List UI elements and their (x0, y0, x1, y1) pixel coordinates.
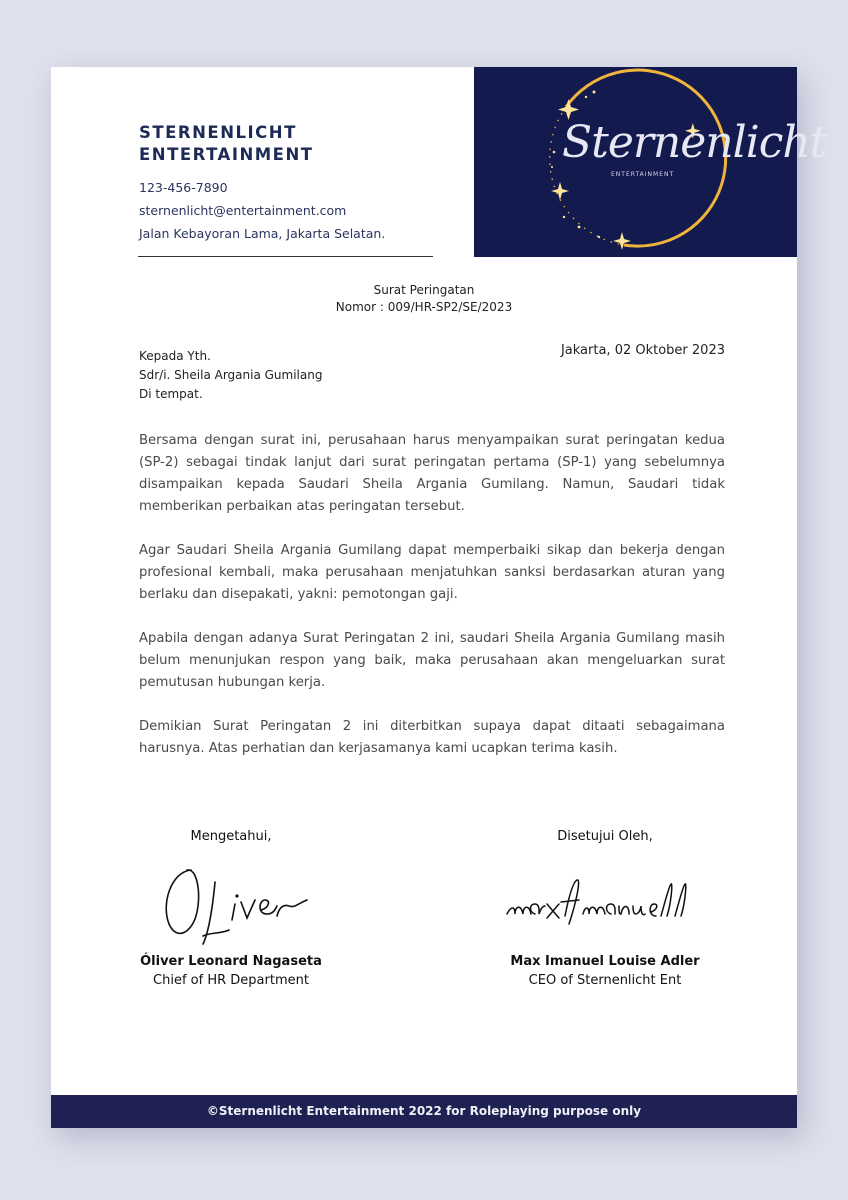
signatory-name-right: Max Imanuel Louise Adler (510, 954, 700, 969)
recipient-location: Di tempat. (139, 387, 203, 401)
company-name-line2: ENTERTAINMENT (139, 145, 314, 164)
letter-date: Jakarta, 02 Oktober 2023 (560, 343, 725, 358)
letter-title-block (51, 282, 797, 316)
letter-page (51, 67, 827, 1128)
signature-block-left (91, 829, 371, 988)
body-paragraph-4: Demikian Surat Peringatan 2 ini diterbitkan supaya dapat ditaati sebagaimana harusnya. Atas perhatian dan kerjasamanya kami ucapkan terima kasih. (139, 719, 725, 756)
street-address: Jalan Kebayoran Lama, Jakarta Selatan. (139, 226, 386, 241)
footer-text: ©Sternenlicht Entertainment 2022 for Roleplaying purpose only (206, 1104, 642, 1118)
phone-number: 123-456-7890 (139, 180, 228, 195)
recipient-name: Sdr/i. Sheila Argania Gumilang (139, 368, 323, 382)
header-divider (138, 256, 433, 257)
company-name (139, 122, 314, 166)
company-name-line1: STERNENLICHT (139, 123, 297, 142)
footer-bar (51, 1095, 797, 1128)
email-address: sternenlicht@entertainment.com (139, 203, 347, 218)
logo-wordmark: Sternenlicht (562, 117, 827, 168)
signatory-name-left: Óliver Leonard Nagaseta (140, 954, 322, 969)
signature-block-right (465, 829, 745, 988)
letter-title: Surat Peringatan (373, 283, 475, 297)
signature-maximanuell-icon (495, 844, 715, 954)
letter-body (139, 430, 725, 782)
company-logo (474, 67, 827, 257)
contact-info (139, 176, 385, 245)
recipient-block (139, 347, 322, 404)
signature-oliver-icon (131, 844, 331, 954)
signature-heading-left: Mengetahui, (190, 829, 272, 844)
signature-heading-right: Disetujui Oleh, (557, 829, 653, 844)
body-paragraph-1: Bersama dengan surat ini, perusahaan harus menyampaikan surat peringatan kedua (SP-2) sebagai tindak lanjut dari surat peringatan pertama (SP-1) yang sebelumnya disampaikan kepada Saudari Sheila Argania Gumilang. Namun, Saudari tidak memberikan perbaikan atas peringatan tersebut. (139, 433, 725, 514)
signatory-role-left: Chief of HR Department (153, 973, 309, 988)
logo-subtext: ENTERTAINMENT (611, 171, 675, 178)
letter-number: Nomor : 009/HR-SP2/SE/2023 (335, 300, 513, 314)
recipient-salutation: Kepada Yth. (139, 349, 211, 363)
body-paragraph-2: Agar Saudari Sheila Argania Gumilang dapat memperbaiki sikap dan bekerja dengan profesional kembali, maka perusahaan menjatuhkan sanksi berdasarkan aturan yang berlaku dan disepakati, yakni: pemotongan gaji. (139, 543, 725, 602)
body-paragraph-3: Apabila dengan adanya Surat Peringatan 2 ini, saudari Sheila Argania Gumilang masih belum menunjukan respon yang baik, maka perusahaan akan mengeluarkan surat pemutusan hubungan kerja. (139, 631, 725, 690)
signatory-role-right: CEO of Sternenlicht Ent (528, 973, 682, 988)
